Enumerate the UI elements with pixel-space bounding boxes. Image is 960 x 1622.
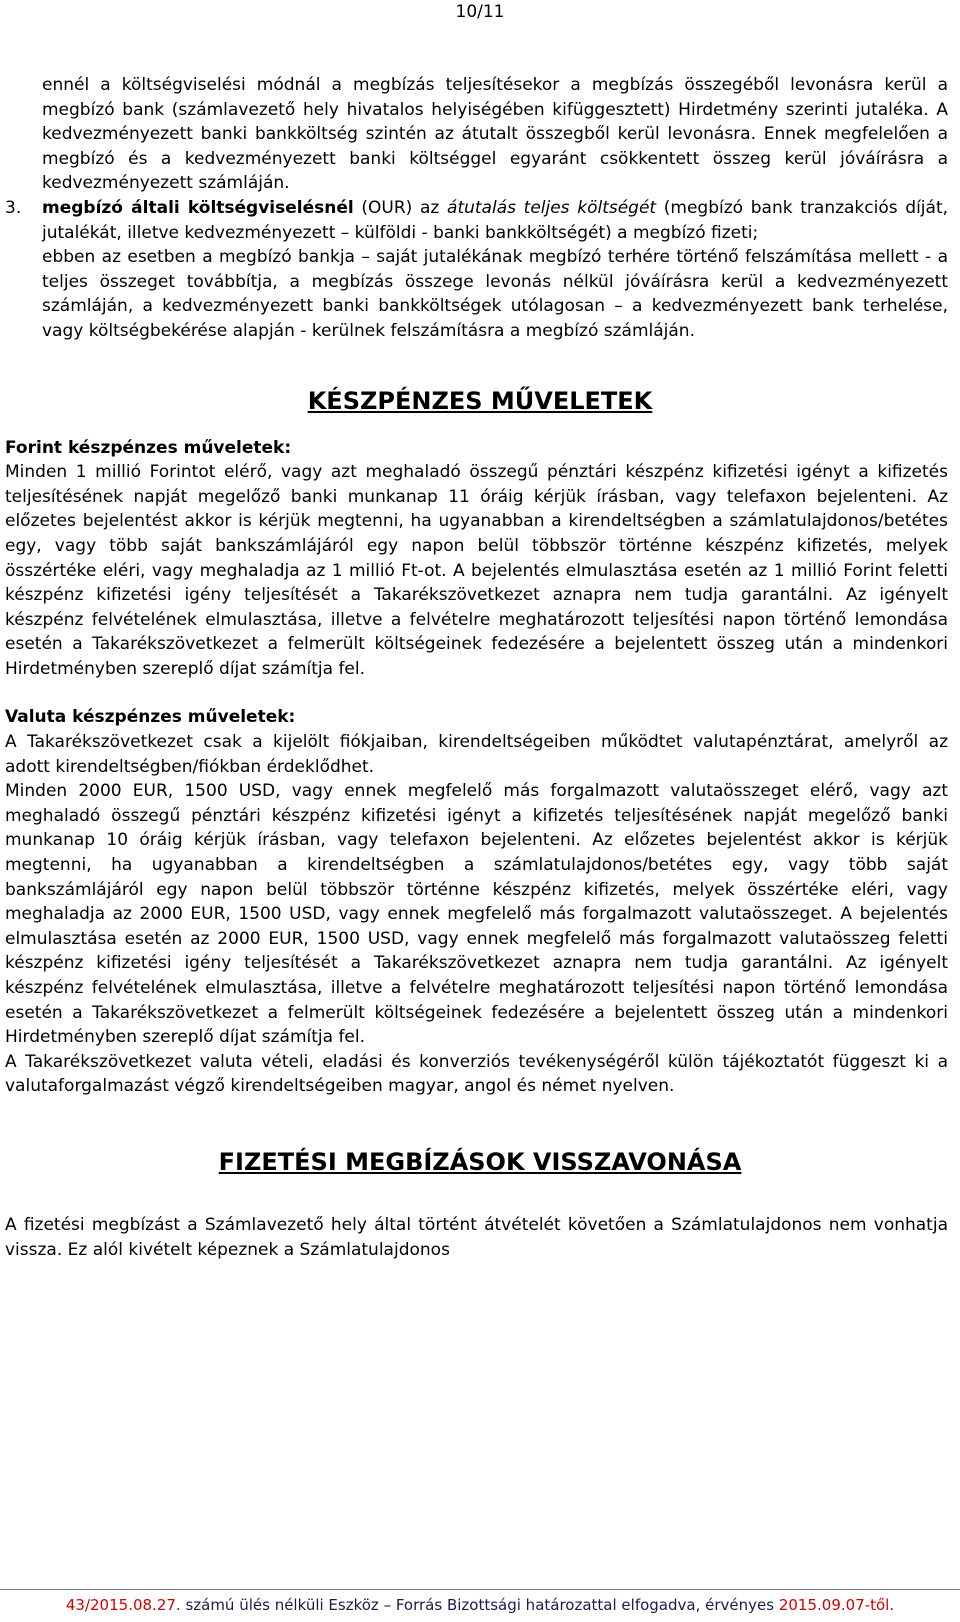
list-item-3-paragraph-2: ebben az esetben a megbízó bankja – saját jutalékának megbízó terhére történő felszámítása mellett - a teljes összeget továbbítja, a megbízás összege levonás nélkül jóváírásra kerül a kedvezményezett számláján, a kedvezményezett banki bankköltségek utólagosan – a kedvezményezett bank terhelése, vagy költségbekérése alapján - kerülnek felszámításra a megbízó számláján. xyxy=(42,247,948,341)
list-item-italic-text: átutalás teljes költségét xyxy=(447,197,657,218)
list-item-3 xyxy=(0,196,960,245)
valuta-paragraph-2: Minden 2000 EUR, 1500 USD, vagy ennek megfelelő más forgalmazott valutaösszeget elérő, vagy azt meghaladó összegű pénztári készpénz kifizetési igényt a kifizetés teljesítésének napját megelőző banki munkanap 10 óráig kérjük írásban, vagy telefaxon bejelenteni. Az előzetes bejelentést akkor is kérjük megtenni, ha ugyanabban a kirendeltségben a számlatulajdonos/betétes egy, vagy több saját bankszámlájáról egy napon belül többször történne készpénz kifizetés, melyek összértéke eléri, vagy meghaladja az 2000 EUR, 1500 USD, vagy ennek megfelelő más forgalmazott valutaösszeget. A bejelentés elmulasztása esetén az 2000 EUR, 1500 USD, vagy ennek megfelelő más forgalmazott valutaösszeg feletti készpénz kifizetési igény teljesítését a Takarékszövetkezet aznapra nem tudja garantálni. Az igényelt készpénz felvételének elmulasztása, illetve a felvételre meghatározott teljesítési napon történő lemondása esetén a Takarékszövetkezet a felmerült költségeinek fedezésére a bejelentett összeg után a mindenkori Hirdetményben szereplő díjat számítja fel. xyxy=(5,781,948,1048)
footer xyxy=(0,1596,960,1614)
list-item-number: 3. xyxy=(5,197,22,218)
document-body xyxy=(0,73,960,1262)
forint-subtitle: Forint készpénzes műveletek: xyxy=(5,437,292,458)
footer-date: 2015.09.07-től. xyxy=(778,1596,895,1614)
valuta-paragraph-1: A Takarékszövetkezet csak a kijelölt fiókjaiban, kirendeltségeiben működtet valutapénztárat, amelyről az adott kirendeltségben/fiókban érdeklődhet. xyxy=(5,732,948,777)
revocation-paragraph: A fizetési megbízást a Számlavezető hely által történt átvételét követően a Számlatulajdonos nem vonhatja vissza. Ez alól kivételt képeznek a Számlatulajdonos xyxy=(5,1214,948,1260)
forint-paragraph: Minden 1 millió Forintot elérő, vagy azt meghaladó összegű pénztári készpénz kifizetési igényt a kifizetés teljesítésének napját megelőző banki munkanap 11 óráig kérjük írásban, vagy telefaxon bejelenteni. Az előzetes bejelentést akkor is kérjük megtenni, ha ugyanabban a kirendeltségben a számlatulajdonos/betétes egy, vagy több saját bankszámlájáról egy napon belül többször történne készpénz kifizetés, melyek összértéke eléri, vagy meghaladja az 1 millió Ft-ot. A bejelentés elmulasztása esetén az 1 millió Forint feletti készpénz kifizetési igény teljesítését a Takarékszövetkezet aznapra nem tudja garantálni. Az igényelt készpénz felvételének elmulasztása, illetve a felvételre meghatározott teljesítési napon történő lemondása esetén a Takarékszövetkezet a felmerült költségeinek fedezésére a bejelentett összeg után a mindenkori Hirdetményben szereplő díjat számítja fel. xyxy=(5,462,948,679)
section-title-cash-operations: KÉSZPÉNZES MŰVELETEK xyxy=(307,386,653,415)
list-item-bold-text: megbízó általi költségviselésnél xyxy=(42,197,354,218)
footer-text: számú ülés nélküli Eszköz – Forrás Bizottsági határozattal elfogadva, érvényes xyxy=(180,1596,779,1614)
page-number: 10/11 xyxy=(455,2,505,22)
valuta-subtitle: Valuta készpénzes műveletek: xyxy=(5,707,296,728)
section-title-revocation: FIZETÉSI MEGBÍZÁSOK VISSZAVONÁSA xyxy=(218,1147,742,1176)
list-item-text-2: (megbízó bank tranzakciós díját, jutalékát, illetve kedvezményezett – külföldi - banki bankköltségét) a megbízó fizeti; xyxy=(42,197,949,243)
list-item-text-1: (OUR) az xyxy=(353,197,448,218)
valuta-paragraph-3: A Takarékszövetkezet valuta vételi, eladási és konverziós tevékenységéről külön tájékoztatót függeszt ki a valutaforgalmazást végző kirendeltségeiben magyar, angol és német nyelven. xyxy=(5,1051,948,1097)
footer-reference: 43/2015.08.27. xyxy=(65,1596,181,1614)
intro-paragraph: ennél a költségviselési módnál a megbízás teljesítésekor a megbízás összegéből levonásra kerül a megbízó bank (számlavezető hely hivatalos helyiségében kifüggesztett) Hirdetmény szerinti jutaléka. A kedvezményezett banki bankköltség szintén az átutalt összegből kerül levonásra. Ennek megfelelően a megbízó és a kedvezményezett banki költséggel egyaránt csökkentett összeg kerül jóváírásra a kedvezményezett számláján. xyxy=(42,75,948,194)
footer-divider xyxy=(0,1589,960,1590)
